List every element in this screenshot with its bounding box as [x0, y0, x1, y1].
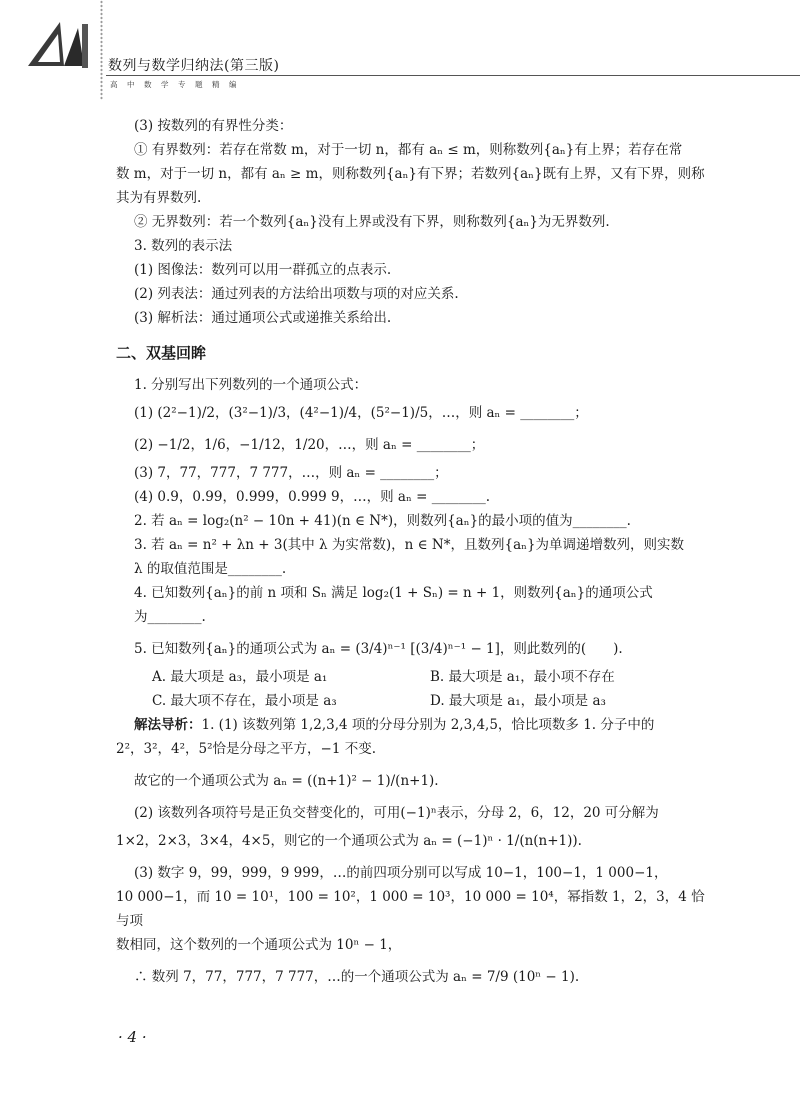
option-d: D. 最大项是 a₁，最小项是 a₃ — [430, 693, 606, 709]
text-line: (3) 解析法：通过通项公式或递推关系给出. — [134, 310, 392, 326]
problem-line: 2. 若 aₙ = log₂(n² − 10n + 41)(n ∈ N*)，则数列{aₙ}的最小项的值为________. — [134, 513, 631, 529]
header-subtitle: 高中数学专题精编 — [110, 80, 246, 89]
text-line: 数 m，对于一切 n，都有 aₙ ≥ m，则称数列{aₙ}有下界；若数列{aₙ}既有上界，又有下界，则称 — [116, 166, 705, 182]
problem-line: 为________. — [134, 609, 206, 625]
section-title: 二、双基回眸 — [116, 344, 207, 362]
problem-line: 5. 已知数列{aₙ}的通项公式为 aₙ = (3/4)ⁿ⁻¹ [(3/4)ⁿ⁻¹ − 1]，则此数列的( ). — [134, 641, 623, 657]
solution-line: 1×2，2×3，3×4，4×5，则它的一个通项公式为 aₙ = (−1)ⁿ · 1/(n(n+1)). — [116, 833, 582, 849]
solution-line: (3) 数字 9，99，999，9 999，…的前四项分别可以写成 10−1，100−1，1 000−1， — [134, 865, 668, 881]
header-title: 数列与数学归纳法(第三版) — [108, 58, 280, 74]
problem-line: (4) 0.9，0.99，0.999，0.999 9，…，则 aₙ = ________. — [134, 489, 490, 505]
set-square-logo-icon — [20, 14, 100, 74]
text-line: ② 无界数列：若一个数列{aₙ}没有上界或没有下界，则称数列{aₙ}为无界数列. — [134, 214, 610, 230]
text-line: 3. 数列的表示法 — [134, 238, 233, 254]
problem-line: (3) 7，77，777，7 777，…，则 aₙ = ________； — [134, 465, 448, 481]
solution-line: ∴ 数列 7，77，777，7 777，…的一个通项公式为 aₙ = 7/9 (10ⁿ − 1). — [134, 969, 580, 985]
solution-line — [116, 713, 708, 737]
solution-line: 故它的一个通项公式为 aₙ = ((n+1)² − 1)/(n+1). — [134, 773, 439, 789]
page-header — [0, 0, 800, 100]
option-b: B. 最大项是 a₁，最小项不存在 — [430, 669, 615, 685]
problem-line: (1) (2²−1)/2，(3²−1)/3，(4²−1)/4，(5²−1)/5，…，则 aₙ = ________； — [134, 405, 588, 421]
solution-line: 2²，3²，4²，5²恰是分母之平方，−1 不变. — [116, 741, 376, 757]
page-body — [116, 114, 708, 989]
solution-label: 解法导析： — [134, 717, 202, 733]
option-a: A. 最大项是 a₃，最小项是 a₁ — [152, 669, 328, 685]
header-rule — [106, 75, 800, 76]
text-line: (1) 图像法：数列可以用一群孤立的点表示. — [134, 262, 392, 278]
text-line: 其为有界数列. — [116, 190, 202, 206]
solution-line: (2) 该数列各项符号是正负交替变化的，可用(−1)ⁿ表示，分母 2，6，12，20 可分解为 — [134, 805, 659, 821]
text-line: ① 有界数列：若存在常数 m，对于一切 n，都有 aₙ ≤ m，则称数列{aₙ}有上界；若存在常 — [134, 142, 683, 158]
text-line: (3) 按数列的有界性分类： — [134, 118, 293, 134]
problem-line: 1. 分别写出下列数列的一个通项公式： — [134, 377, 368, 393]
problem-line: 4. 已知数列{aₙ}的前 n 项和 Sₙ 满足 log₂(1 + Sₙ) = n + 1，则数列{aₙ}的通项公式 — [134, 585, 653, 601]
choice-options — [116, 665, 708, 713]
problem-line: 3. 若 aₙ = n² + λn + 3(其中 λ 为实常数)，n ∈ N*，且数列{aₙ}为单调递增数列，则实数 — [134, 537, 685, 553]
problem-line: (2) −1/2，1/6，−1/12，1/20，…，则 aₙ = ________； — [134, 437, 485, 453]
text-line: (2) 列表法：通过列表的方法给出项数与项的对应关系. — [134, 286, 459, 302]
option-c: C. 最大项不存在，最小项是 a₃ — [152, 693, 337, 709]
page-number: · 4 · — [118, 1028, 147, 1046]
solution-line: 10 000−1，而 10 = 10¹，100 = 10²，1 000 = 10³，10 000 = 10⁴，幂指数 1，2，3，4 恰与项 — [116, 889, 705, 929]
solution-text: 1. (1) 该数列第 1,2,3,4 项的分母分别为 2,3,4,5，恰比项数多 1. 分子中的 — [201, 717, 655, 733]
problem-line: λ 的取值范围是________. — [134, 561, 287, 577]
header-dot-border — [100, 0, 103, 100]
solution-line: 数相同，这个数列的一个通项公式为 10ⁿ − 1， — [116, 937, 402, 953]
